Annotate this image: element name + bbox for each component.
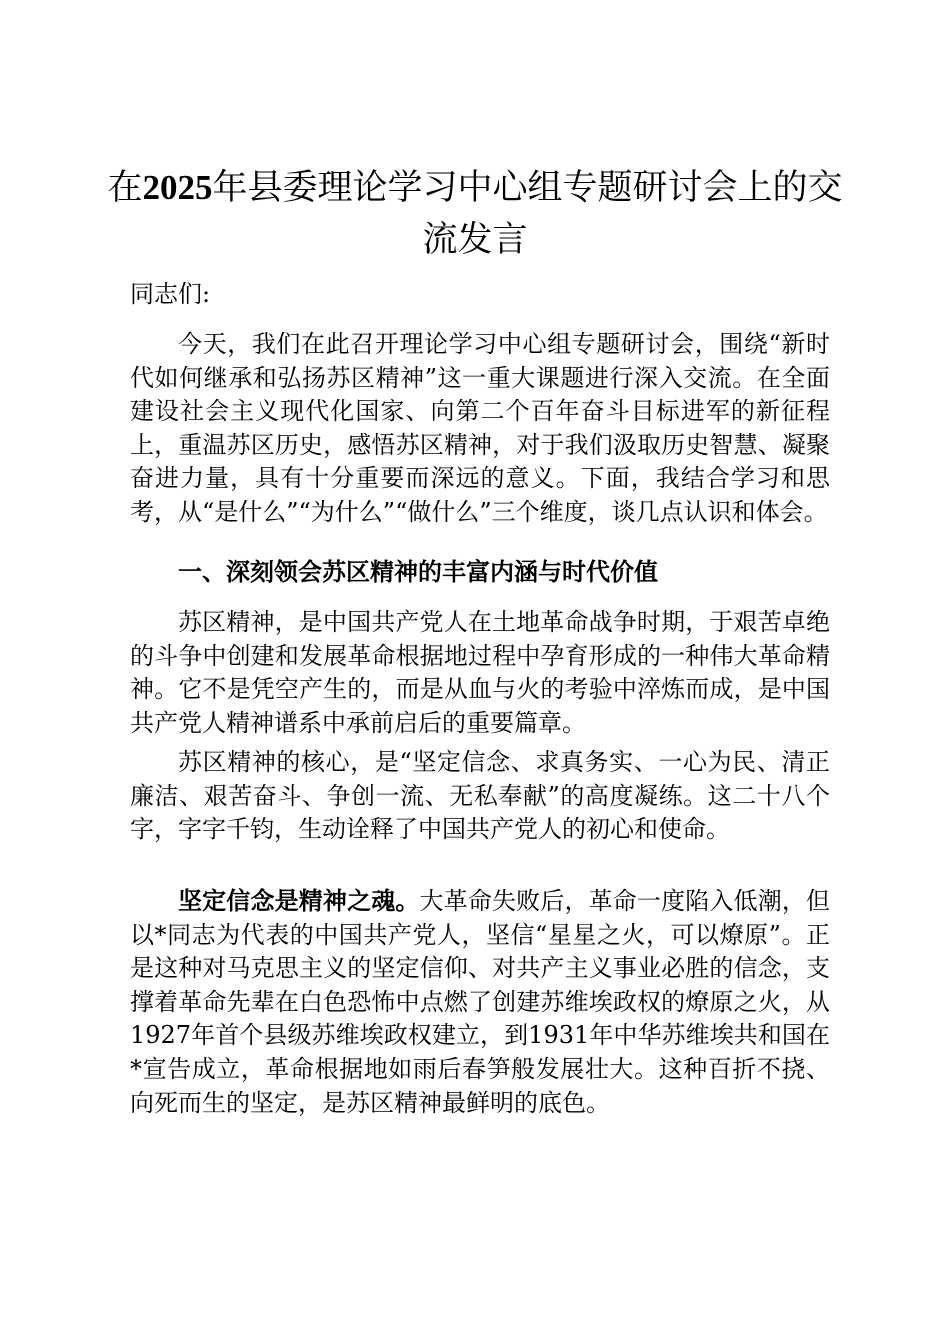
title-year: 2025 [142, 168, 213, 207]
lead-sentence: 坚定信念是精神之魂。 [178, 886, 420, 915]
title-suffix: 年县委理论学习中心组专题研讨会上的交流发言 [212, 168, 843, 260]
document-title [100, 162, 850, 266]
intro-paragraph: 今天，我们在此召开理论学习中心组专题研讨会，围绕“新时代如何继承和弘扬苏区精神”这一重大课题进行深入交流。在全面建设社会主义现代化国家、向第二个百年奋斗目标进军的新征程上，重温苏区历史，感悟苏区精神，对于我们汲取历史智慧、凝聚奋进力量，具有十分重要而深远的意义。下面，我结合学习和思考，从“是什么”“为什么”“做什么”三个维度，谈几点认识和体会。 [130, 330, 830, 526]
salutation: 同志们: [130, 280, 211, 308]
body-paragraph: 苏区精神的核心，是“坚定信念、求真务实、一心为民、清正廉洁、艰苦奋斗、争创一流、无私奉献”的高度凝练。这二十八个字，字字千钧，生动诠释了中国共产党人的初心和使命。 [130, 748, 830, 844]
body-paragraph: 苏区精神，是中国共产党人在土地革命战争时期，于艰苦卓绝的斗争中创建和发展革命根据地过程中孕育形成的一种伟大革命精神。它不是凭空产生的，而是从血与火的考验中淬炼而成，是中国共产党人精神谱系中承前启后的重要篇章。 [130, 608, 830, 737]
title-prefix: 在 [107, 168, 143, 208]
body-paragraph-lead [130, 884, 830, 1120]
section-heading: 一、深刻领会苏区精神的丰富内涵与时代价值 [178, 557, 658, 586]
lead-body: 大革命失败后，革命一度陷入低潮，但以*同志为代表的中国共产党人，坚信“星星之火，可以燎原”。正是这种对马克思主义的坚定信仰、对共产主义事业必胜的信念，支撑着革命先辈在白色恐怖中点燃了创建苏维埃政权的燎原之火，从1927年首个县级苏维埃政权建立，到1931年中华苏维埃共和国在*宣告成立，革命根据地如雨后春笋般发展壮大。这种百折不挠、向死而生的坚定，是苏区精神最鲜明的底色。 [130, 887, 831, 1117]
